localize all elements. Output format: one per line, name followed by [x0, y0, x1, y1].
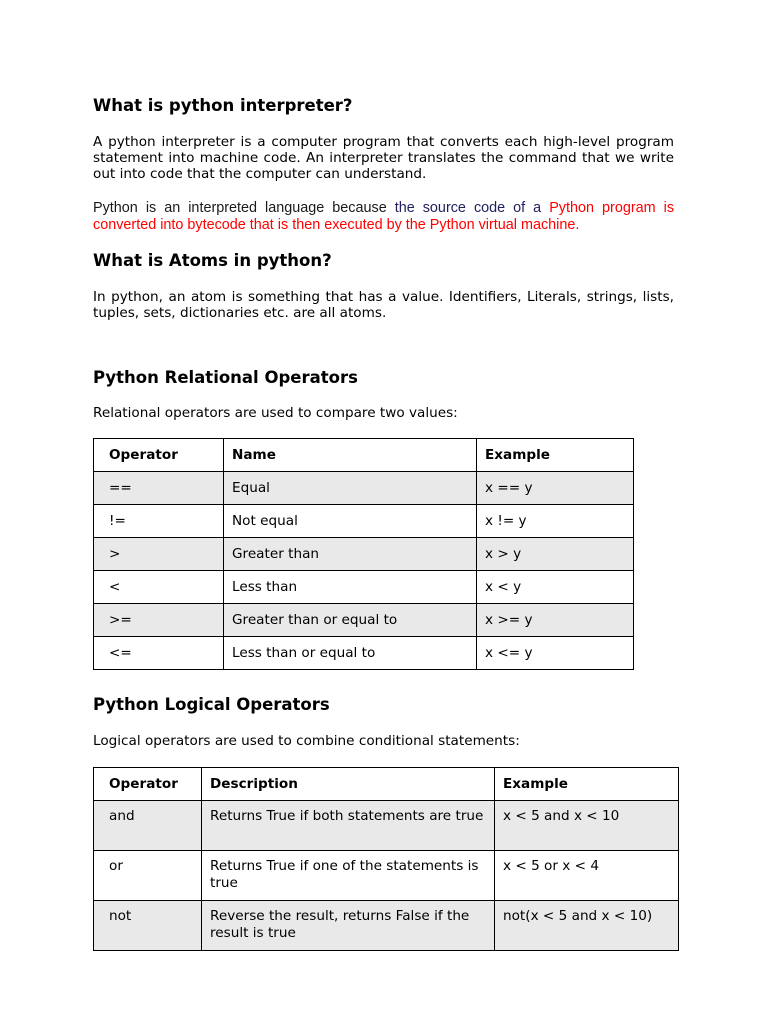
table-cell: x < y: [477, 571, 634, 604]
table-cell: or: [94, 851, 202, 901]
table-cell: >: [94, 538, 224, 571]
table-cell: not(x < 5 and x < 10): [495, 901, 679, 951]
table-cell: Greater than or equal to: [224, 604, 477, 637]
table-cell: not: [94, 901, 202, 951]
column-header: Example: [477, 439, 634, 472]
note-text-navy: the source code of a: [394, 200, 550, 216]
table-header-row: [94, 768, 679, 801]
column-header: Name: [224, 439, 477, 472]
relational-operators-table: [93, 438, 634, 670]
table-cell: !=: [94, 505, 224, 538]
table-cell: <=: [94, 637, 224, 670]
table-row: [94, 538, 634, 571]
table-cell: Returns True if one of the statements is true: [202, 851, 495, 901]
table-cell: Equal: [224, 472, 477, 505]
table-cell: >=: [94, 604, 224, 637]
heading-relational-operators: Python Relational Operators: [93, 368, 358, 387]
table-cell: x <= y: [477, 637, 634, 670]
column-header: Description: [202, 768, 495, 801]
table-row: [94, 801, 679, 851]
column-header: Operator: [94, 439, 224, 472]
column-header: Example: [495, 768, 679, 801]
table-row: [94, 604, 634, 637]
table-cell: Less than or equal to: [224, 637, 477, 670]
table-row: [94, 571, 634, 604]
paragraph-interpreter: A python interpreter is a computer program that converts each high-level program statement into machine code. An interpreter translates the command that we write out into code that the computer can understand.: [93, 134, 674, 182]
note-text-plain: Python is an interpreted language because: [93, 200, 395, 216]
table-cell: x > y: [477, 538, 634, 571]
paragraph-atoms: In python, an atom is something that has a value. Identifiers, Literals, strings, lists, tuples, sets, dictionaries etc. are all atoms.: [93, 289, 674, 321]
table-header-row: [94, 439, 634, 472]
column-header: Operator: [94, 768, 202, 801]
table-cell: x == y: [477, 472, 634, 505]
table-cell: Reverse the result, returns False if the result is true: [202, 901, 495, 951]
logical-intro: Logical operators are used to combine conditional statements:: [93, 733, 520, 749]
table-row: [94, 472, 634, 505]
relational-intro: Relational operators are used to compare two values:: [93, 405, 458, 421]
table-cell: ==: [94, 472, 224, 505]
table-row: [94, 505, 634, 538]
table-cell: x != y: [477, 505, 634, 538]
table-row: [94, 637, 634, 670]
table-cell: <: [94, 571, 224, 604]
table-cell: x < 5 or x < 4: [495, 851, 679, 901]
logical-operators-table: [93, 767, 679, 951]
heading-atoms: What is Atoms in python?: [93, 251, 332, 270]
heading-logical-operators: Python Logical Operators: [93, 695, 330, 714]
paragraph-interpreted-language: [93, 200, 674, 234]
table-cell: and: [94, 801, 202, 851]
table-cell: x < 5 and x < 10: [495, 801, 679, 851]
table-row: [94, 901, 679, 951]
table-cell: Returns True if both statements are true: [202, 801, 495, 851]
note-text-red: Python program is converted into bytecode that is then executed by the Python virtual machine.: [93, 200, 675, 233]
table-row: [94, 851, 679, 901]
heading-interpreter: What is python interpreter?: [93, 96, 353, 115]
table-cell: Less than: [224, 571, 477, 604]
table-cell: Greater than: [224, 538, 477, 571]
table-cell: x >= y: [477, 604, 634, 637]
table-cell: Not equal: [224, 505, 477, 538]
